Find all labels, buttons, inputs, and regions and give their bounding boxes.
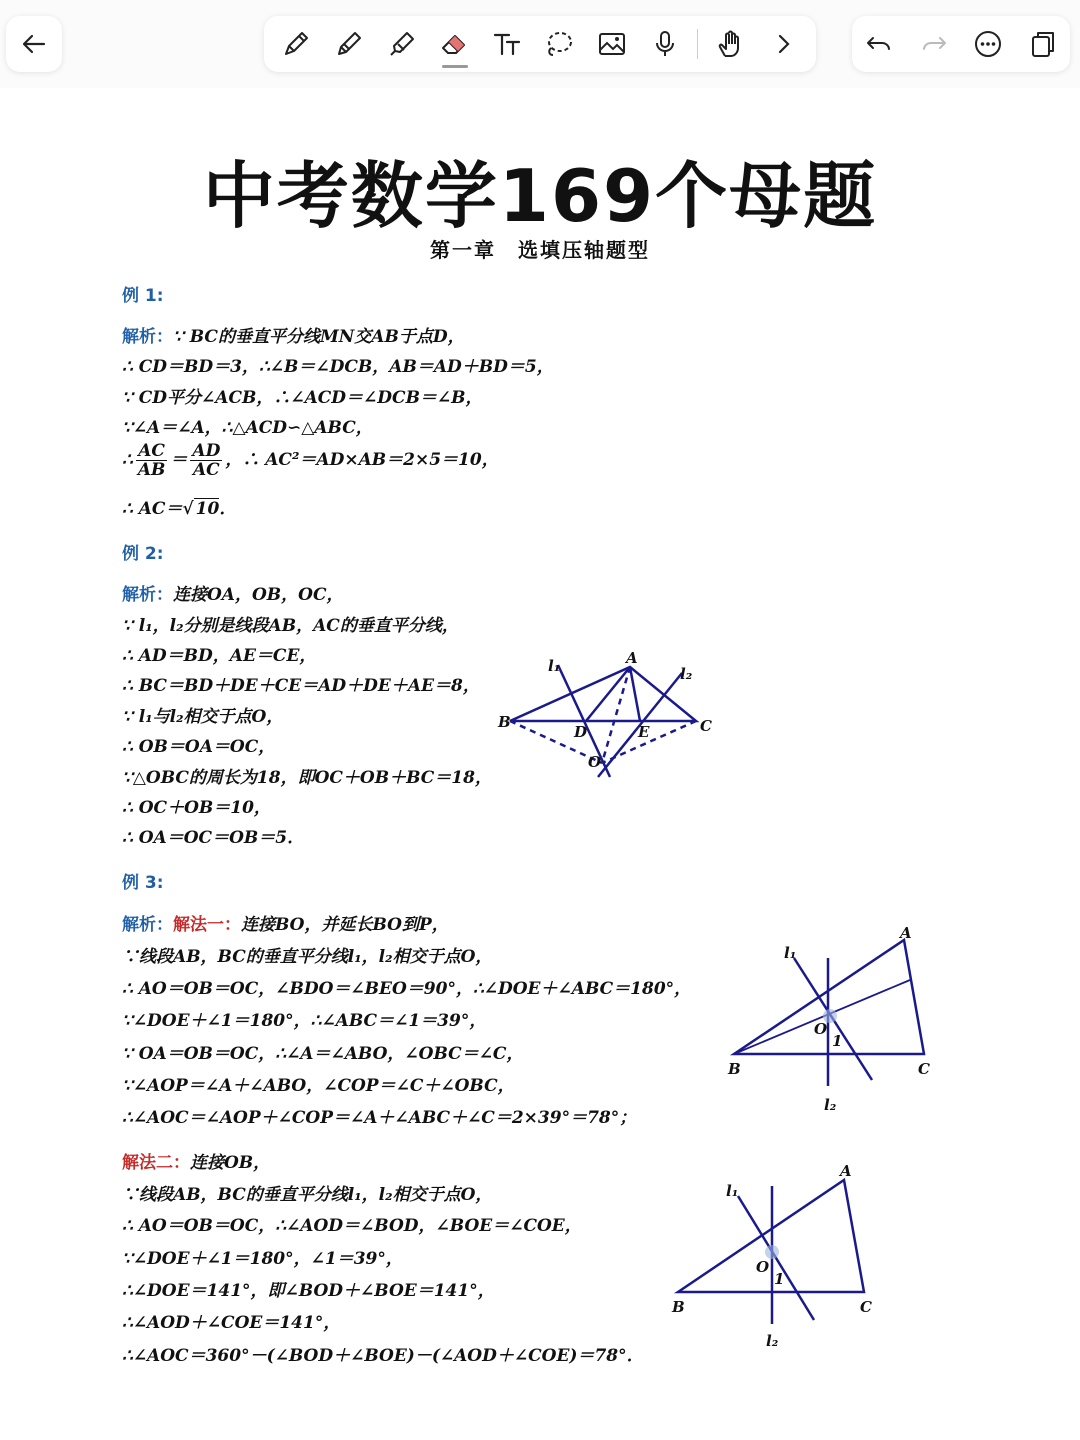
ex2-line-8: ∴ OC＋OB＝10，	[122, 798, 271, 818]
microphone-icon[interactable]	[645, 24, 685, 64]
example-2-figure	[490, 645, 720, 785]
pen-icon[interactable]	[276, 24, 316, 64]
label-c: C	[918, 1060, 930, 1078]
segment-oa	[602, 667, 630, 763]
label-l2: l₂	[824, 1096, 837, 1114]
label-l2: l₂	[766, 1332, 779, 1350]
label-angle-1: 1	[774, 1270, 785, 1288]
ex3-line-2: ∵线段AB，BC的垂直平分线l₁，l₂相交于点O，	[122, 947, 493, 967]
ex2-line-2: ∵ l₁，l₂分别是线段AB，AC的垂直平分线，	[122, 616, 459, 636]
ex2-line-1: 解析：连接OA，OB，OC，	[122, 585, 344, 605]
label-o: O	[756, 1258, 770, 1276]
ex2-line-7: ∵△OBC的周长为18，即OC＋OB＋BC＝18，	[122, 768, 492, 788]
chapter-heading: 第一章 选填压轴题型	[430, 238, 650, 262]
ex3-line-7: ∴∠AOC＝∠AOP＋∠COP＝∠A＋∠ABC＋∠C＝2×39°＝78°；	[122, 1108, 637, 1128]
label-a: A	[626, 649, 638, 667]
drawing-tools-toolbar	[264, 16, 816, 72]
ex3-method2-line-7: ∴∠AOC＝360°－(∠BOD＋∠BOE)－(∠AOD＋∠COE)＝78°．	[122, 1346, 644, 1366]
pencil-icon[interactable]	[329, 24, 369, 64]
document-title: 中考数学169个母题	[202, 154, 878, 238]
label-c: C	[700, 717, 712, 735]
example-3-figure-2	[664, 1160, 894, 1356]
segment-bp	[734, 980, 910, 1054]
ex3-line-1: 解析：解法一：连接BO，并延长BO到P，	[122, 915, 449, 935]
label-l2: l₂	[680, 665, 693, 683]
fraction-ad-ac: $\frac{AD}{AC}$	[192, 441, 221, 480]
example-1-label: 例 1:	[122, 286, 164, 306]
more-icon[interactable]	[968, 24, 1008, 64]
analysis-label: 解析：	[122, 585, 173, 605]
undo-icon[interactable]	[859, 24, 899, 64]
label-o: O	[814, 1020, 828, 1038]
ex3-method2-line-5: ∴∠DOE＝141°，即∠BOD＋∠BOE＝141°，	[122, 1281, 495, 1301]
chevron-right-icon[interactable]	[764, 24, 804, 64]
ex2-line-5: ∵ l₁与l₂相交于点O，	[122, 707, 284, 727]
label-l1: l₁	[784, 944, 797, 962]
label-a: A	[900, 924, 912, 942]
highlighter-icon[interactable]	[382, 24, 422, 64]
ex2-line-6: ∴ OB＝OA＝OC，	[122, 737, 276, 757]
ex3-method2-line-6: ∴∠AOD＋∠COE＝141°，	[122, 1313, 341, 1333]
label-c: C	[860, 1298, 872, 1316]
ex3-method2-line-4: ∵∠DOE＋∠1＝180°，∠1＝39°，	[122, 1249, 403, 1269]
example-3-label: 例 3:	[122, 873, 164, 893]
method-2-label: 解法二：	[122, 1153, 190, 1173]
ex2-line-3: ∴ AD＝BD，AE＝CE，	[122, 646, 317, 666]
back-toolbar	[6, 16, 62, 72]
analysis-label: 解析：	[122, 327, 173, 347]
label-a: A	[840, 1162, 852, 1180]
analysis-label: 解析：	[122, 915, 173, 935]
toolbar-divider	[697, 29, 698, 59]
text-icon[interactable]	[487, 24, 527, 64]
ex1-line-1: 解析：∵ BC的垂直平分线MN交AB于点D，	[122, 327, 465, 347]
method-1-label: 解法一：	[173, 915, 241, 935]
label-e: E	[638, 723, 650, 741]
example-3-figure-1	[720, 922, 950, 1118]
ex3-method2-line-2: ∵线段AB，BC的垂直平分线l₁，l₂相交于点O，	[122, 1185, 493, 1205]
example-2-label: 例 2:	[122, 544, 164, 564]
ex1-sqrt-line: ∴ AC＝√ 10．	[122, 499, 237, 519]
label-d: D	[574, 723, 588, 741]
ex3-method2-line-3: ∴ AO＝OB＝OC，∴∠AOD＝∠BOD，∠BOE＝∠COE，	[122, 1216, 582, 1236]
label-l1: l₁	[726, 1182, 739, 1200]
image-icon[interactable]	[592, 24, 632, 64]
label-l1: l₁	[548, 657, 561, 675]
label-b: B	[672, 1298, 685, 1316]
back-arrow-icon[interactable]	[14, 24, 54, 64]
ex1-line-3: ∵ CD平分∠ACB，∴∠ACD＝∠DCB＝∠B，	[122, 388, 483, 408]
label-b: B	[498, 713, 511, 731]
ex3-line-3: ∴ AO＝OB＝OC，∠BDO＝∠BEO＝90°，∴∠DOE＋∠ABC＝180°，	[122, 979, 692, 999]
ex1-line-2: ∴ CD＝BD＝3，∴∠B＝∠DCB，AB＝AD＋BD＝5，	[122, 357, 554, 377]
ex3-line-6: ∵∠AOP＝∠A＋∠ABO，∠COP＝∠C＋∠OBC，	[122, 1076, 515, 1096]
ex3-line-4: ∵∠DOE＋∠1＝180°，∴∠ABC＝∠1＝39°，	[122, 1011, 487, 1031]
redo-icon[interactable]	[914, 24, 954, 64]
ex3-method2-line-1: 解法二：连接OB，	[122, 1153, 271, 1173]
document-actions-toolbar	[852, 16, 1070, 72]
ex3-line-5: ∵ OA＝OB＝OC，∴∠A＝∠ABO，∠OBC＝∠C，	[122, 1044, 524, 1064]
triangle-abc	[510, 667, 696, 721]
fraction-ac-ab: $\frac{AC}{AB}$	[137, 441, 166, 480]
ex1-fraction-line: ∴ $\frac{AC}{AB}$ ＝ $\frac{AD}{AC}$ ，∴ AC²＝AD×AB＝2×5＝10，	[122, 441, 499, 480]
lasso-icon[interactable]	[539, 24, 579, 64]
eraser-icon[interactable]	[434, 24, 474, 64]
ex1-line-4: ∵∠A＝∠A，∴△ACD∽△ABC，	[122, 418, 373, 438]
label-angle-1: 1	[832, 1032, 843, 1050]
pages-icon[interactable]	[1023, 24, 1063, 64]
label-b: B	[728, 1060, 741, 1078]
point-o-marker	[765, 1245, 779, 1259]
label-o: O	[588, 753, 602, 771]
hand-icon[interactable]	[711, 24, 751, 64]
line-l1	[738, 1196, 814, 1320]
ex2-line-4: ∴ BC＝BD＋DE＋CE＝AD＋DE＋AE＝8，	[122, 676, 480, 696]
ex2-line-9: ∴ OA＝OC＝OB＝5．	[122, 828, 305, 848]
